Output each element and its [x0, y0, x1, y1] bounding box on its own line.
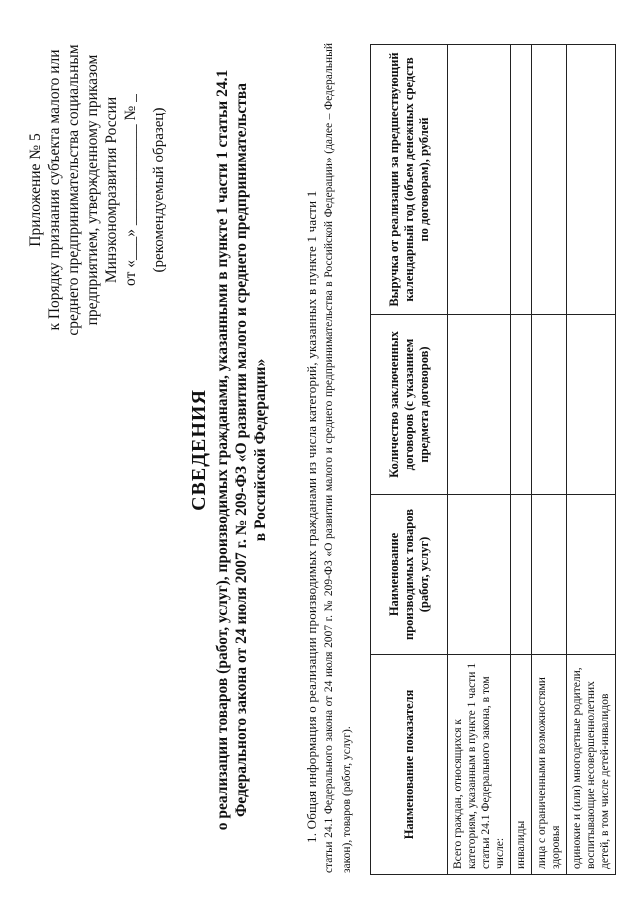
row-label: одинокие и (или) многодетные родители, воспитывающие несовершеннолетних детей, в том числе детей-инвалидов — [567, 655, 616, 875]
paragraph-continuation-text: статьи 24.1 Федерального закона от 24 июля 2007 г. № 209-ФЗ «О развитии малого и среднего предпринимательства в Российской Федерации» (далее – Федеральный закон), товаров (работ, услуг). — [323, 43, 353, 873]
table-cell-empty[interactable] — [567, 495, 616, 655]
header-goods-name: Наименование производимых товаров (работ, услуг) — [371, 495, 448, 655]
header-contracts-count: Количество заключенных договоров (с указанием предмета договоров) — [371, 315, 448, 495]
table-cell-empty[interactable] — [511, 45, 532, 315]
rotated-document-sheet — [18, 15, 618, 885]
appendix-number: Приложение № 5 — [27, 133, 44, 247]
appendix-line: среднего предпринимательства социальным — [65, 44, 82, 336]
table-cell-empty[interactable] — [567, 315, 616, 495]
row-label: лица с ограниченными возможностями здоровья — [532, 655, 567, 875]
paragraph-main-text: 1. Общая информация о реализации производимых гражданами из числа категорий, указанных в пункте 1 части 1 — [304, 190, 319, 843]
appendix-date-line: от «___» _____________ № _ — [122, 94, 139, 286]
general-info-paragraph — [303, 43, 356, 873]
table-cell-empty[interactable] — [567, 45, 616, 315]
sales-info-table — [370, 44, 616, 875]
appendix-line: предприятием, утвержденному приказом — [84, 54, 101, 326]
appendix-header — [26, 25, 169, 355]
header-revenue: Выручка от реализации за предшествующий календарный год (объем денежных средств по договорам), рублей — [371, 45, 448, 315]
title-line: Федерального закона от 24 июля 2007 г. № 209-ФЗ «О развитии малого и среднего предпринимательства — [233, 82, 250, 818]
table-cell-empty[interactable] — [532, 315, 567, 495]
table-cell-empty[interactable] — [448, 45, 511, 315]
document-title — [188, 35, 270, 865]
table-row — [532, 45, 567, 875]
table-row — [448, 45, 511, 875]
table-cell-empty[interactable] — [532, 495, 567, 655]
table-row — [511, 45, 532, 875]
table-cell-empty[interactable] — [448, 495, 511, 655]
table-cell-empty[interactable] — [511, 495, 532, 655]
table-row — [567, 45, 616, 875]
row-label: Всего граждан, относящихся к категориям, указанным в пункте 1 части 1 статьи 24.1 Федерального закона, в том числе: — [448, 655, 511, 875]
title-heading: СВЕДЕНИЯ — [188, 389, 210, 511]
appendix-line: Минэкономразвития России — [103, 96, 120, 284]
title-line: о реализации товаров (работ, услуг), производимых гражданами, указанными в пункте 1 части 1 статьи 24.1 — [214, 69, 231, 831]
table-cell-empty[interactable] — [532, 45, 567, 315]
appendix-line: к Порядку признания субъекта малого или — [46, 49, 63, 331]
table-header-row — [371, 45, 448, 875]
title-line: в Российской Федерации» — [252, 358, 269, 542]
row-label: инвалиды — [511, 655, 532, 875]
recommended-sample-note: (рекомендуемый образец) — [151, 107, 167, 273]
table-cell-empty[interactable] — [511, 315, 532, 495]
header-indicator-name: Наименование показателя — [371, 655, 448, 875]
table-cell-empty[interactable] — [448, 315, 511, 495]
